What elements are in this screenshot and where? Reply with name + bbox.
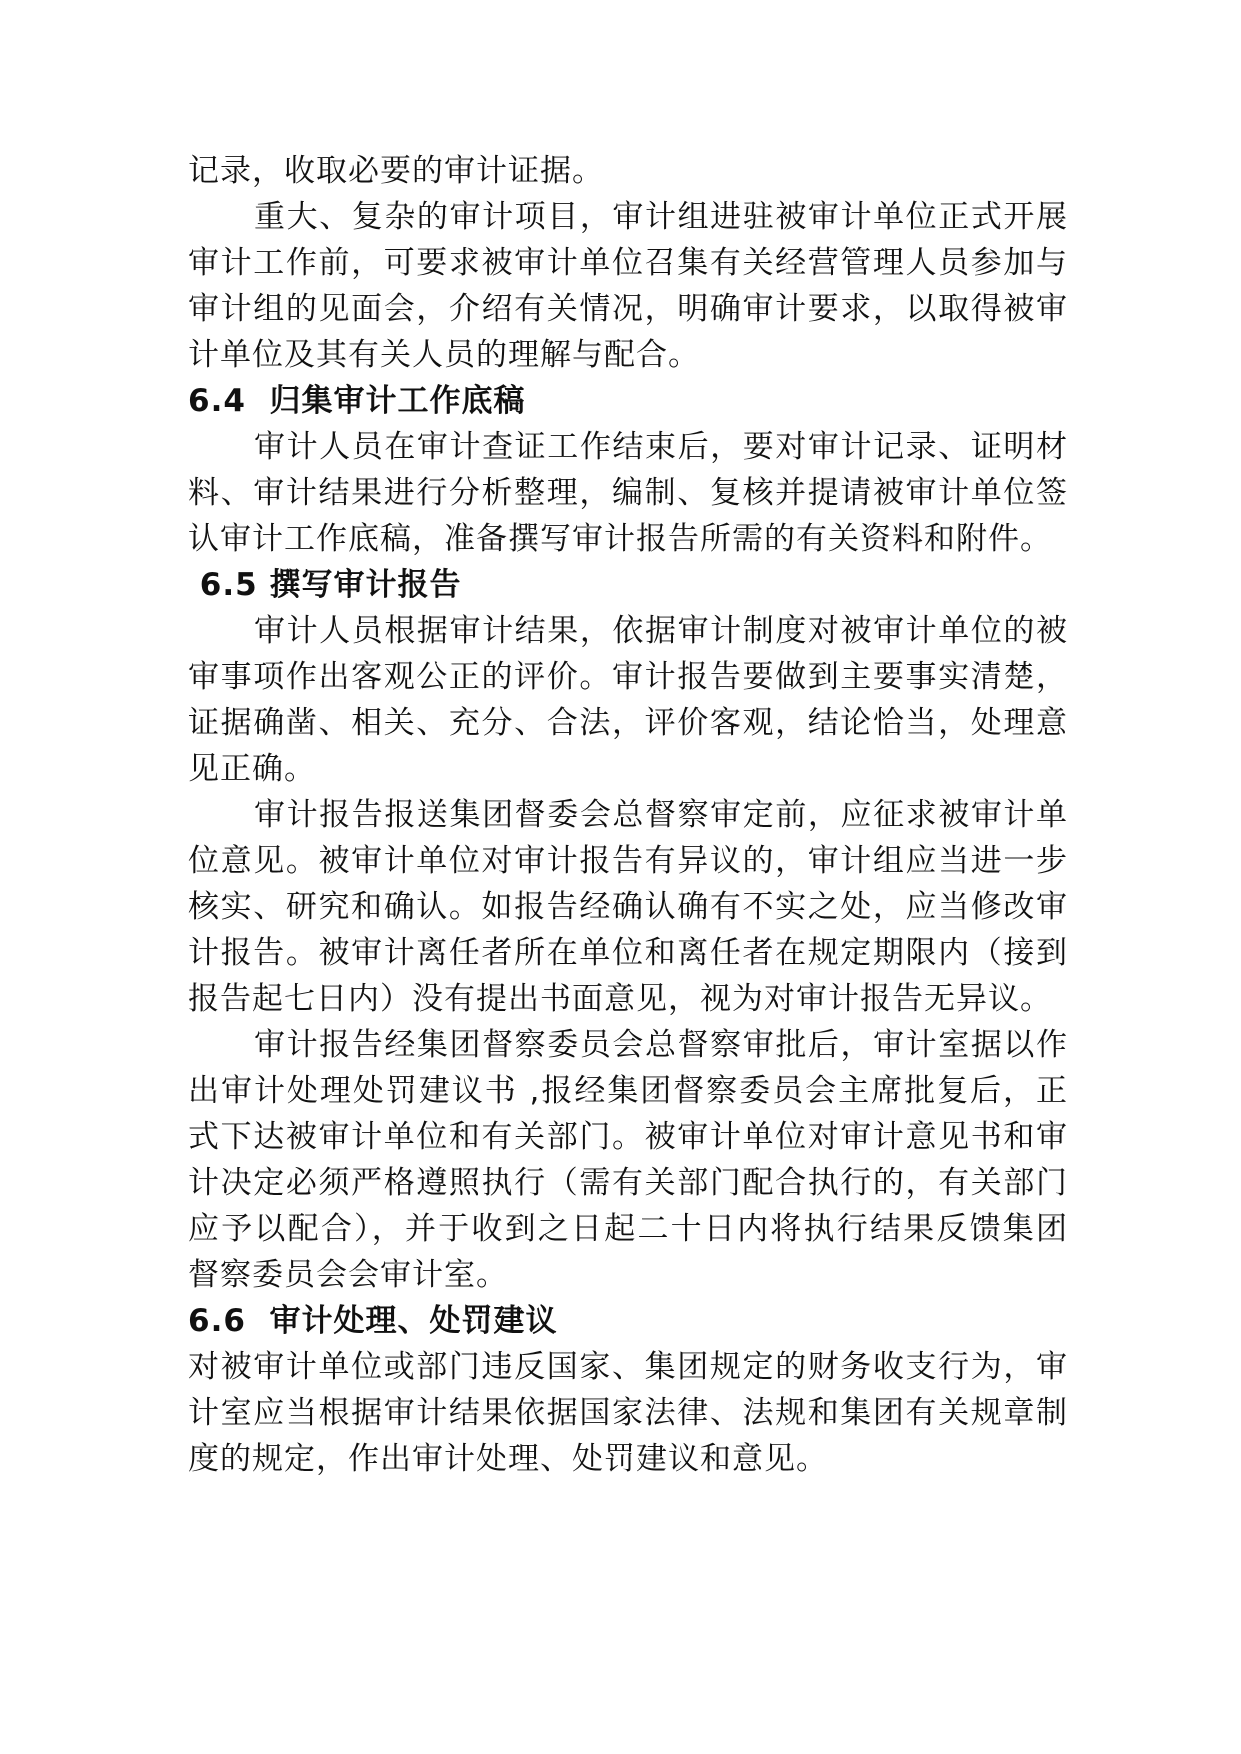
- document-page: [188, 148, 1068, 1482]
- body-paragraph: 审计报告经集团督察委员会总督察审批后，审计室据以作出审计处理处罚建议书 ,报经集团督察委员会主席批复后，正式下达被审计单位和有关部门。被审计单位对审计意见书和审计决定必须严格遵照执行（需有关部门配合执行的，有关部门应予以配合），并于收到之日起二十日内将执行结果反馈集团督察委员会会审计室。: [188, 1027, 1068, 1293]
- section-heading: 6.5 撰写审计报告: [188, 567, 462, 603]
- body-paragraph: 审计报告报送集团督委会总督察审定前，应征求被审计单位意见。被审计单位对审计报告有异议的，审计组应当进一步核实、研究和确认。如报告经确认确有不实之处，应当修改审计报告。被审计离任者所在单位和离任者在规定期限内（接到报告起七日内）没有提出书面意见，视为对审计报告无异议。: [188, 797, 1068, 1017]
- section-heading: 6.4 归集审计工作底稿: [188, 383, 526, 419]
- body-paragraph: 审计人员根据审计结果，依据审计制度对被审计单位的被审事项作出客观公正的评价。审计报告要做到主要事实清楚，证据确凿、相关、充分、合法，评价客观，结论恰当，处理意见正确。: [188, 613, 1068, 787]
- body-paragraph: 对被审计单位或部门违反国家、集团规定的财务收支行为，审计室应当根据审计结果依据国家法律、法规和集团有关规章制度的规定，作出审计处理、处罚建议和意见。: [188, 1349, 1068, 1477]
- body-paragraph: 重大、复杂的审计项目，审计组进驻被审计单位正式开展审计工作前，可要求被审计单位召集有关经营管理人员参加与审计组的见面会，介绍有关情况，明确审计要求，以取得被审计单位及其有关人员的理解与配合。: [188, 199, 1068, 373]
- body-paragraph: 审计人员在审计查证工作结束后，要对审计记录、证明材料、审计结果进行分析整理，编制、复核并提请被审计单位签认审计工作底稿，准备撰写审计报告所需的有关资料和附件。: [188, 429, 1068, 557]
- body-paragraph: 记录，收取必要的审计证据。: [188, 153, 604, 189]
- section-heading: 6.6 审计处理、处罚建议: [188, 1303, 558, 1339]
